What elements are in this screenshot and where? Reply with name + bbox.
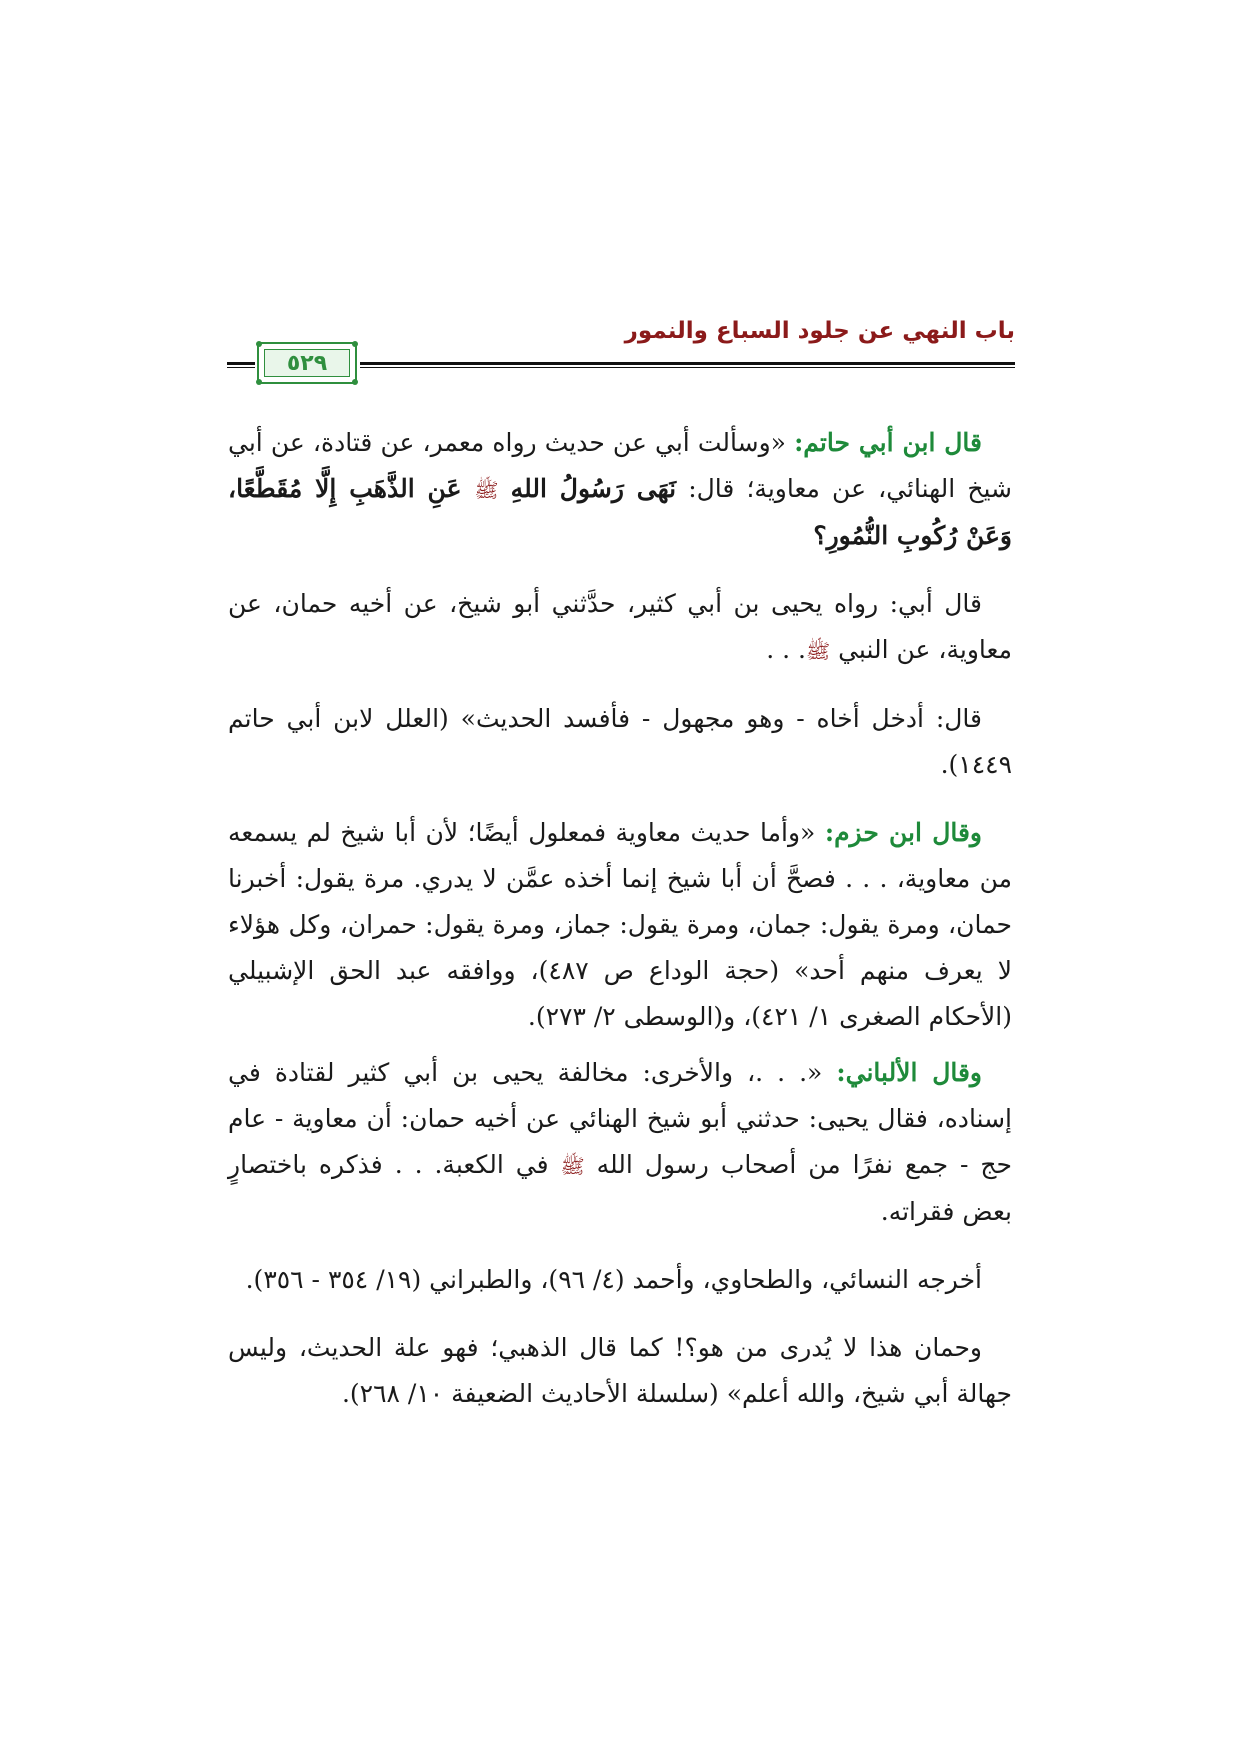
- paragraph-ibn-abi-hatim: [228, 420, 1012, 559]
- header-rule-right: [360, 362, 1015, 368]
- paragraph-text: «وسألت أبي عن حديث رواه معمر، عن قتادة، عن أبي شيخ الهنائي، عن معاوية؛ قال:: [228, 428, 1012, 503]
- paragraph-albani: [228, 1050, 1012, 1235]
- badge-ornament-icon: [352, 341, 358, 347]
- speaker-label: وقال ابن حزم:: [824, 818, 983, 847]
- badge-ornament-icon: [256, 341, 262, 347]
- page-body: [228, 420, 1012, 1439]
- salutation-glyph: ﷺ: [805, 639, 831, 663]
- salutation-glyph: ﷺ: [560, 1154, 585, 1178]
- page-number: ٥٢٩: [264, 349, 350, 377]
- ellipsis: . . .: [766, 635, 806, 664]
- paragraph-ibn-hazm: [228, 810, 1012, 1040]
- paragraph-text: في الكعبة. . . فذكره باختصارٍ بعض فقراته.: [228, 1150, 1012, 1226]
- paragraph-text: «وأما حديث معاوية فمعلول أيضًا؛ لأن أبا شيخ لم يسمعه من معاوية، . . . فصحَّ أن أبا شيخ إنما أخذه عمَّن لا يدري. مرة يقول: أخبرنا حمان، ومرة يقول: جمان، ومرة يقول: جماز، ومرة يقول: حمران، وكل هؤلاء لا يعرف منهم أحد» (حجة الوداع ص ٤٨٧)، ووافقه عبد الحق الإشبيلي (الأحكام الصغرى ١/ ٤٢١)، و(الوسطى ٢/ ٢٧٣).: [228, 818, 1013, 1031]
- page-header: [227, 318, 1015, 388]
- badge-ornament-icon: [256, 379, 262, 385]
- header-rule-left: [227, 362, 255, 368]
- paragraph-abi: [228, 581, 1012, 674]
- paragraph-takhrij: [228, 1257, 1012, 1303]
- paragraph-text: قال أبي: رواه يحيى بن أبي كثير، حدَّثني أبو شيخ، عن أخيه حمان، عن معاوية، عن النبي: [228, 589, 1012, 664]
- hadith-text: عَنِ الذَّهَبِ إِلَّا مُقَطَّعًا، وَعَنْ رُكُوبِ النُّمُورِ؟: [228, 474, 1012, 550]
- page-number-badge: [257, 342, 357, 384]
- paragraph-text: أخرجه النسائي، والطحاوي، وأحمد (٤/ ٩٦)، والطبراني (١٩/ ٣٥٤ - ٣٥٦).: [245, 1265, 982, 1294]
- paragraph-qala: [228, 696, 1012, 788]
- speaker-label: وقال الألباني:: [836, 1058, 982, 1087]
- chapter-title: باب النهي عن جلود السباع والنمور: [624, 318, 1015, 344]
- hadith-text: نَهَى رَسُولُ اللهِ: [510, 474, 677, 503]
- paragraph-hamman: [228, 1325, 1012, 1417]
- paragraph-text: قال: أدخل أخاه - وهو مجهول - فأفسد الحديث» (العلل لابن أبي حاتم ١٤٤٩).: [228, 704, 1012, 779]
- badge-ornament-icon: [352, 379, 358, 385]
- paragraph-text: «. . .، والأخرى: مخالفة يحيى بن أبي كثير لقتادة في إسناده، فقال يحيى: حدثني أبو شيخ الهنائي عن أخيه حمان: أن معاوية - عام حج - جمع نفرًا من أصحاب رسول الله: [228, 1058, 1013, 1179]
- salutation-glyph: ﷺ: [474, 478, 499, 502]
- speaker-label: قال ابن أبي حاتم:: [794, 428, 982, 457]
- paragraph-text: وحمان هذا لا يُدرى من هو؟! كما قال الذهبي؛ فهو علة الحديث، وليس جهالة أبي شيخ، والله أعلم» (سلسلة الأحاديث الضعيفة ١٠/ ٢٦٨).: [228, 1333, 1012, 1408]
